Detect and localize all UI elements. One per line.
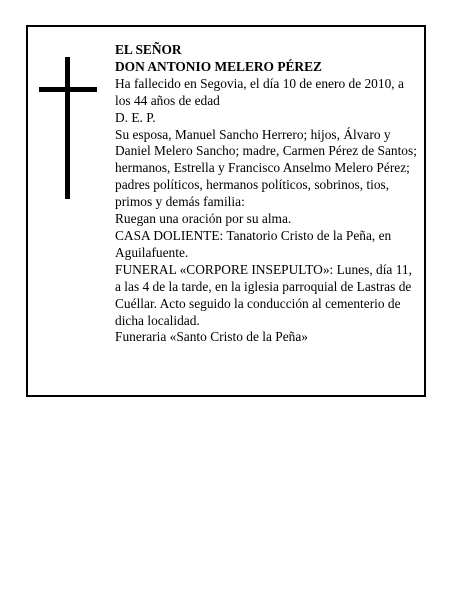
death-info: Ha fallecido en Segovia, el día 10 de enero de 2010, a los 44 años de edad [115,75,404,108]
rip-text: D. E. P. [115,109,156,125]
notice-body [115,42,421,346]
family-list: Su esposa, Manuel Sancho Herrero; hijos, Álvaro y Daniel Melero Sancho; madre, Carmen Pérez de Santos; hermanos, Estrella y Francisco Anselmo Melero Pérez; padres políticos, hermanos políticos, sobrinos, tios, primos y demás familia: [115,126,417,210]
notice-title-line2: DON ANTONIO MELERO PÉREZ [115,58,322,74]
cross-icon [39,57,97,199]
casa-doliente: CASA DOLIENTE: Tanatorio Cristo de la Peña, en Aguilafuente. [115,227,392,260]
funeraria-name: Funeraria «Santo Cristo de la Peña» [115,329,309,345]
notice-title-line1: EL SEÑOR [115,42,182,57]
prayer-request: Ruegan una oración por su alma. [115,211,292,227]
obituary-notice [26,25,426,397]
cross-vertical-bar [65,57,70,199]
funeral-info: FUNERAL «CORPORE INSEPULTO»: Lunes, día 11, a las 4 de la tarde, en la iglesia parroquial de Lastras de Cuéllar. Acto seguido la conducción al cementerio de dicha localidad. [115,261,412,328]
cross-horizontal-bar [39,87,97,92]
